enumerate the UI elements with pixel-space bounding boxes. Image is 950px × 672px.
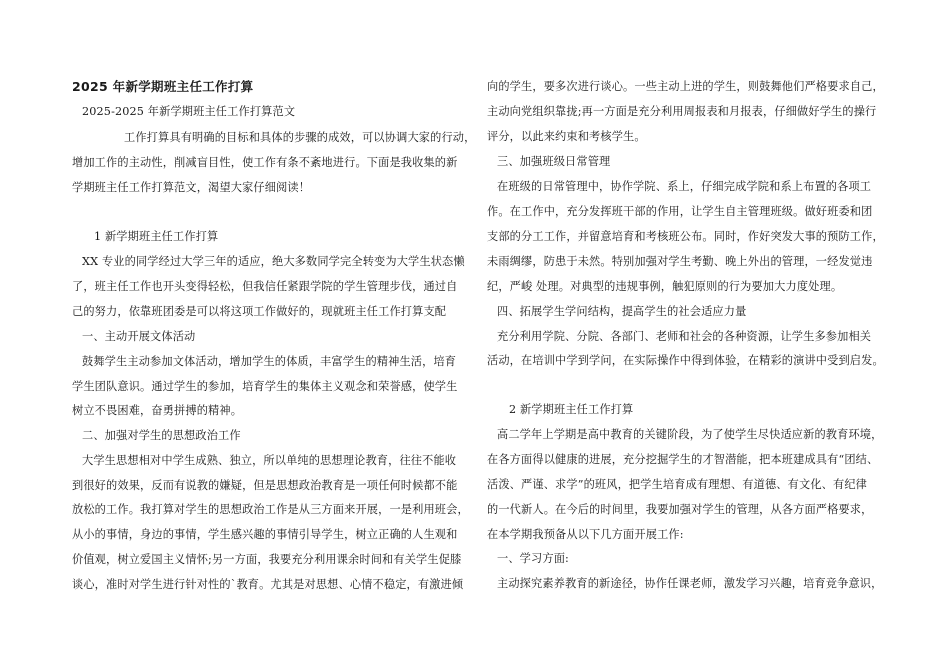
section-heading: 一、学习方面: (497, 552, 569, 565)
paragraph-line: 主动探究素养教育的新途径，协作任课老师，激发学习兴趣，培育竞争意识， (497, 577, 883, 590)
section-heading: 1 新学期班主任工作打算 (94, 230, 219, 243)
paragraph-line: 的一代新人。在今后的时间里，我要加强对学生的管理，从各方面严格要求， (487, 503, 873, 516)
paragraph-line: 学生团队意识。通过学生的参加，培育学生的集体主义观念和荣誉感，使学生 (72, 380, 458, 393)
paragraph-line: 在各方面得以健康的进展，充分挖掘学生的才智潜能，把本班建成具有“团结、 (487, 453, 879, 466)
section-heading: 四、拓展学生学问结构，提高学生的社会适应力量 (497, 305, 747, 318)
paragraph-line: 大学生思想相对中学生成熟、独立，所以单纯的思想理论教育，往往不能收 (82, 454, 457, 467)
section-heading: 一、主动开展文体活动 (82, 330, 196, 343)
paragraph-line: 从小的事情，身边的事情，学生感兴趣的事情引导学生，树立正确的人生观和 (72, 528, 458, 541)
page-title: 2025 年新学期班主任工作打算 (72, 79, 254, 94)
paragraph-line: 增加工作的主动性，削减盲目性，使工作有条不紊地进行。下面是我收集的新 (72, 156, 458, 169)
paragraph-line: 纪，严峻 处理。对典型的违规事例，触犯原则的行为要加大力度处理。 (487, 280, 843, 293)
paragraph-line: 高二学年上学期是高中教育的关键阶段，为了使学生尽快适应新的教育环境， (497, 428, 883, 441)
section-heading: 二、加强对学生的思想政治工作 (82, 429, 241, 442)
paragraph-line: 放松的工作。我打算对学生的思想政治工作是从三方面来开展，一是利用班会， (72, 503, 469, 516)
paragraph-line: 评分，以此来约束和考核学生。 (487, 130, 646, 143)
paragraph-line: 向的学生，要多次进行谈心。一些主动上进的学生，则鼓舞他们严格要求自己， (487, 80, 884, 93)
paragraph-line: 工作打算具有明确的目标和具体的步骤的成效，可以协调大家的行动， (124, 131, 476, 144)
paragraph-line: 在本学期我预备从以下几方面开展工作: (487, 528, 684, 541)
paragraph-line: 到很好的效果，反而有说教的嫌疑，但是思想政治教育是一项任何时候都不能 (72, 479, 458, 492)
paragraph-line: 活动，在培训中学到学问，在实际操作中得到体验，在精彩的演讲中受到启发。 (487, 354, 884, 367)
section-heading: 2 新学期班主任工作打算 (509, 403, 634, 416)
paragraph-line: 作。在工作中，充分发挥班干部的作用，让学生自主管理班级。做好班委和团 (487, 205, 873, 218)
paragraph-line: 己的努力，依靠班团委是可以将这项工作做好的，现就班主任工作打算支配 (72, 305, 447, 318)
paragraph-line: 树立不畏困难，奋勇拼搏的精神。 (72, 404, 243, 417)
paragraph-line: 支部的分工工作，并留意培育和考核班公布。同时，作好突发大事的预防工作， (487, 230, 884, 243)
paragraph-line: 在班级的日常管理中，协作学院、系上，仔细完成学院和系上布置的各项工 (497, 180, 872, 193)
paragraph-line: 鼓舞学生主动参加文体活动，增加学生的体质，丰富学生的精神生活，培育 (82, 355, 457, 368)
paragraph-line: 未雨绸缪，防患于未然。特别加强对学生考勤、晚上外出的管理，一经发觉违 (487, 255, 873, 268)
paragraph-line: 主动向党组织靠拢;再一方面是充分利用周报表和月报表，仔细做好学生的操行 (487, 105, 877, 118)
subtitle: 2025-2025 年新学期班主任工作打算范文 (82, 105, 296, 118)
paragraph-line: 了，班主任工作也开头变得轻松，但我信任紧跟学院的学生管理步伐，通过自 (72, 280, 458, 293)
paragraph-line: XX 专业的同学经过大学三年的适应，绝大多数同学完全转变为大学生状态懒 (82, 255, 465, 268)
paragraph-line: 谈心，准时对学生进行针对性的`教育。尤其是对思想、心情不稳定，有激进倾 (72, 578, 464, 591)
paragraph-line: 活泼、严谨、求学”的班风，把学生培育成有理想、有道德、有文化、有纪律 (487, 478, 868, 491)
paragraph-line: 充分利用学院、分院、各部门、老师和社会的各种资源，让学生多参加相关 (497, 330, 872, 343)
section-heading: 三、加强班级日常管理 (497, 155, 611, 168)
paragraph-line: 学期班主任工作打算范文，渴望大家仔细阅读！ (72, 181, 311, 194)
paragraph-line: 价值观，树立爱国主义情怀;另一方面，我要充分利用课余时间和有关学生促膝 (72, 553, 462, 566)
